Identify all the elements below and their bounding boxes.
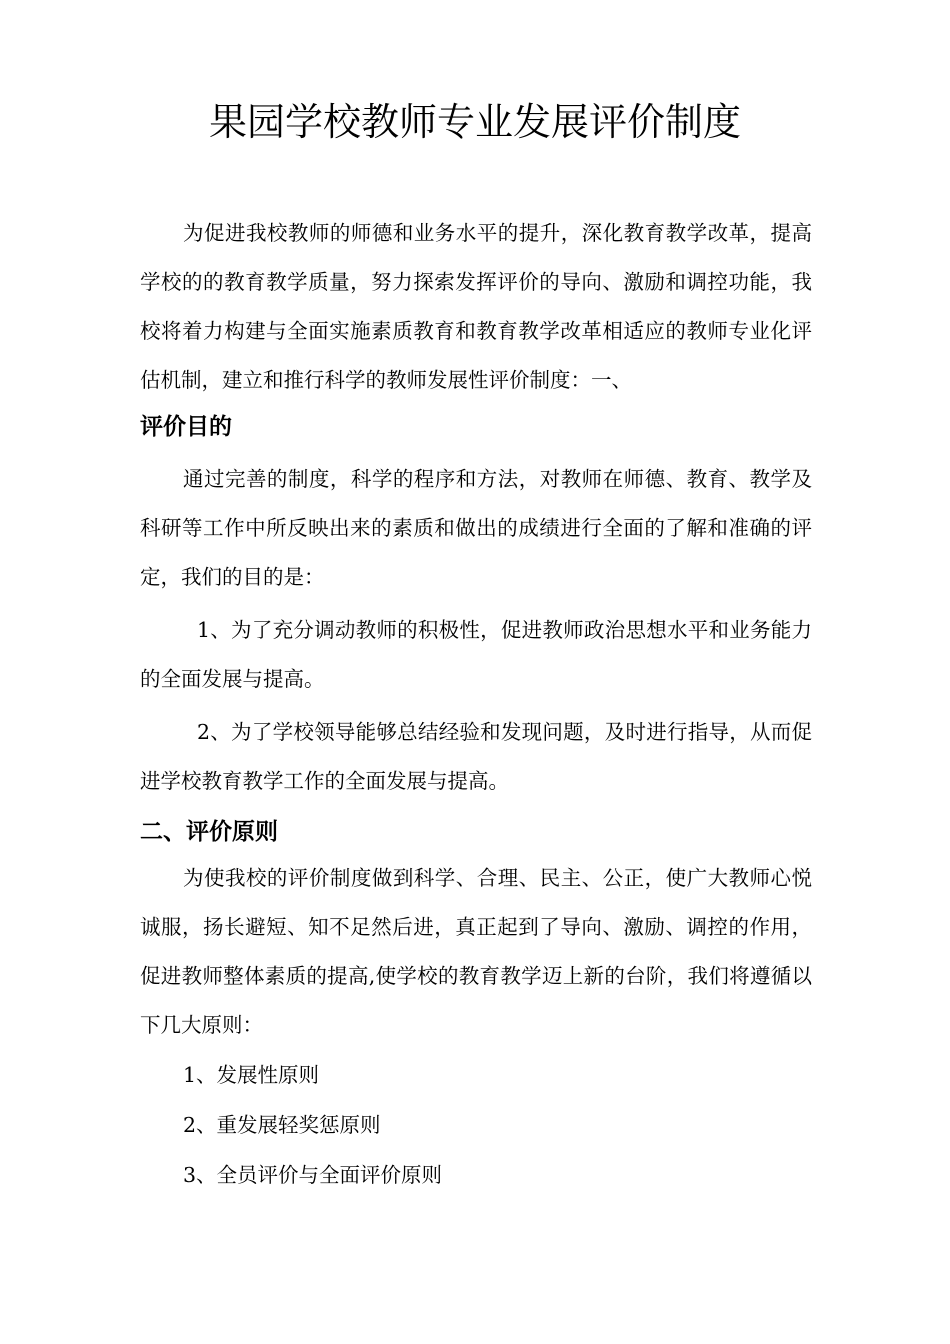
section-heading-principles: 二、评价原则 xyxy=(140,818,278,845)
principle-item-1: 1、发展性原则 xyxy=(183,1063,320,1087)
document-body xyxy=(140,209,812,1200)
purpose-item-2: 2、为了学校领导能够总结经验和发现问题，及时进行指导，从而促进学校教育教学工作的全面发展与提高。 xyxy=(140,720,812,793)
principles-paragraph: 为使我校的评价制度做到科学、合理、民主、公正，使广大教师心悦诚服，扬长避短、知不足然后进，真正起到了导向、激励、调控的作用，促进教师整体素质的提高,使学校的教育教学迈上新的台阶，我们将遵循以下几大原则： xyxy=(140,866,812,1037)
purpose-item-1: 1、为了充分调动教师的积极性，促进教师政治思想水平和业务能力的全面发展与提高。 xyxy=(140,618,812,691)
principle-item-2: 2、重发展轻奖惩原则 xyxy=(183,1113,381,1137)
section-heading-purpose: 评价目的 xyxy=(140,413,232,440)
purpose-paragraph: 通过完善的制度，科学的程序和方法，对教师在师德、教育、教学及科研等工作中所反映出来的素质和做出的成绩进行全面的了解和准确的评定，我们的目的是： xyxy=(140,467,812,589)
document-title: 果园学校教师专业发展评价制度 xyxy=(208,100,741,144)
principle-item-3: 3、全员评价与全面评价原则 xyxy=(183,1163,443,1187)
intro-paragraph: 为促进我校教师的师德和业务水平的提升，深化教育教学改革，提高学校的的教育教学质量，努力探索发挥评价的导向、激励和调控功能，我校将着力构建与全面实施素质教育和教育教学改革相适应的教师专业化评估机制，建立和推行科学的教师发展性评价制度：一、 xyxy=(140,221,812,392)
